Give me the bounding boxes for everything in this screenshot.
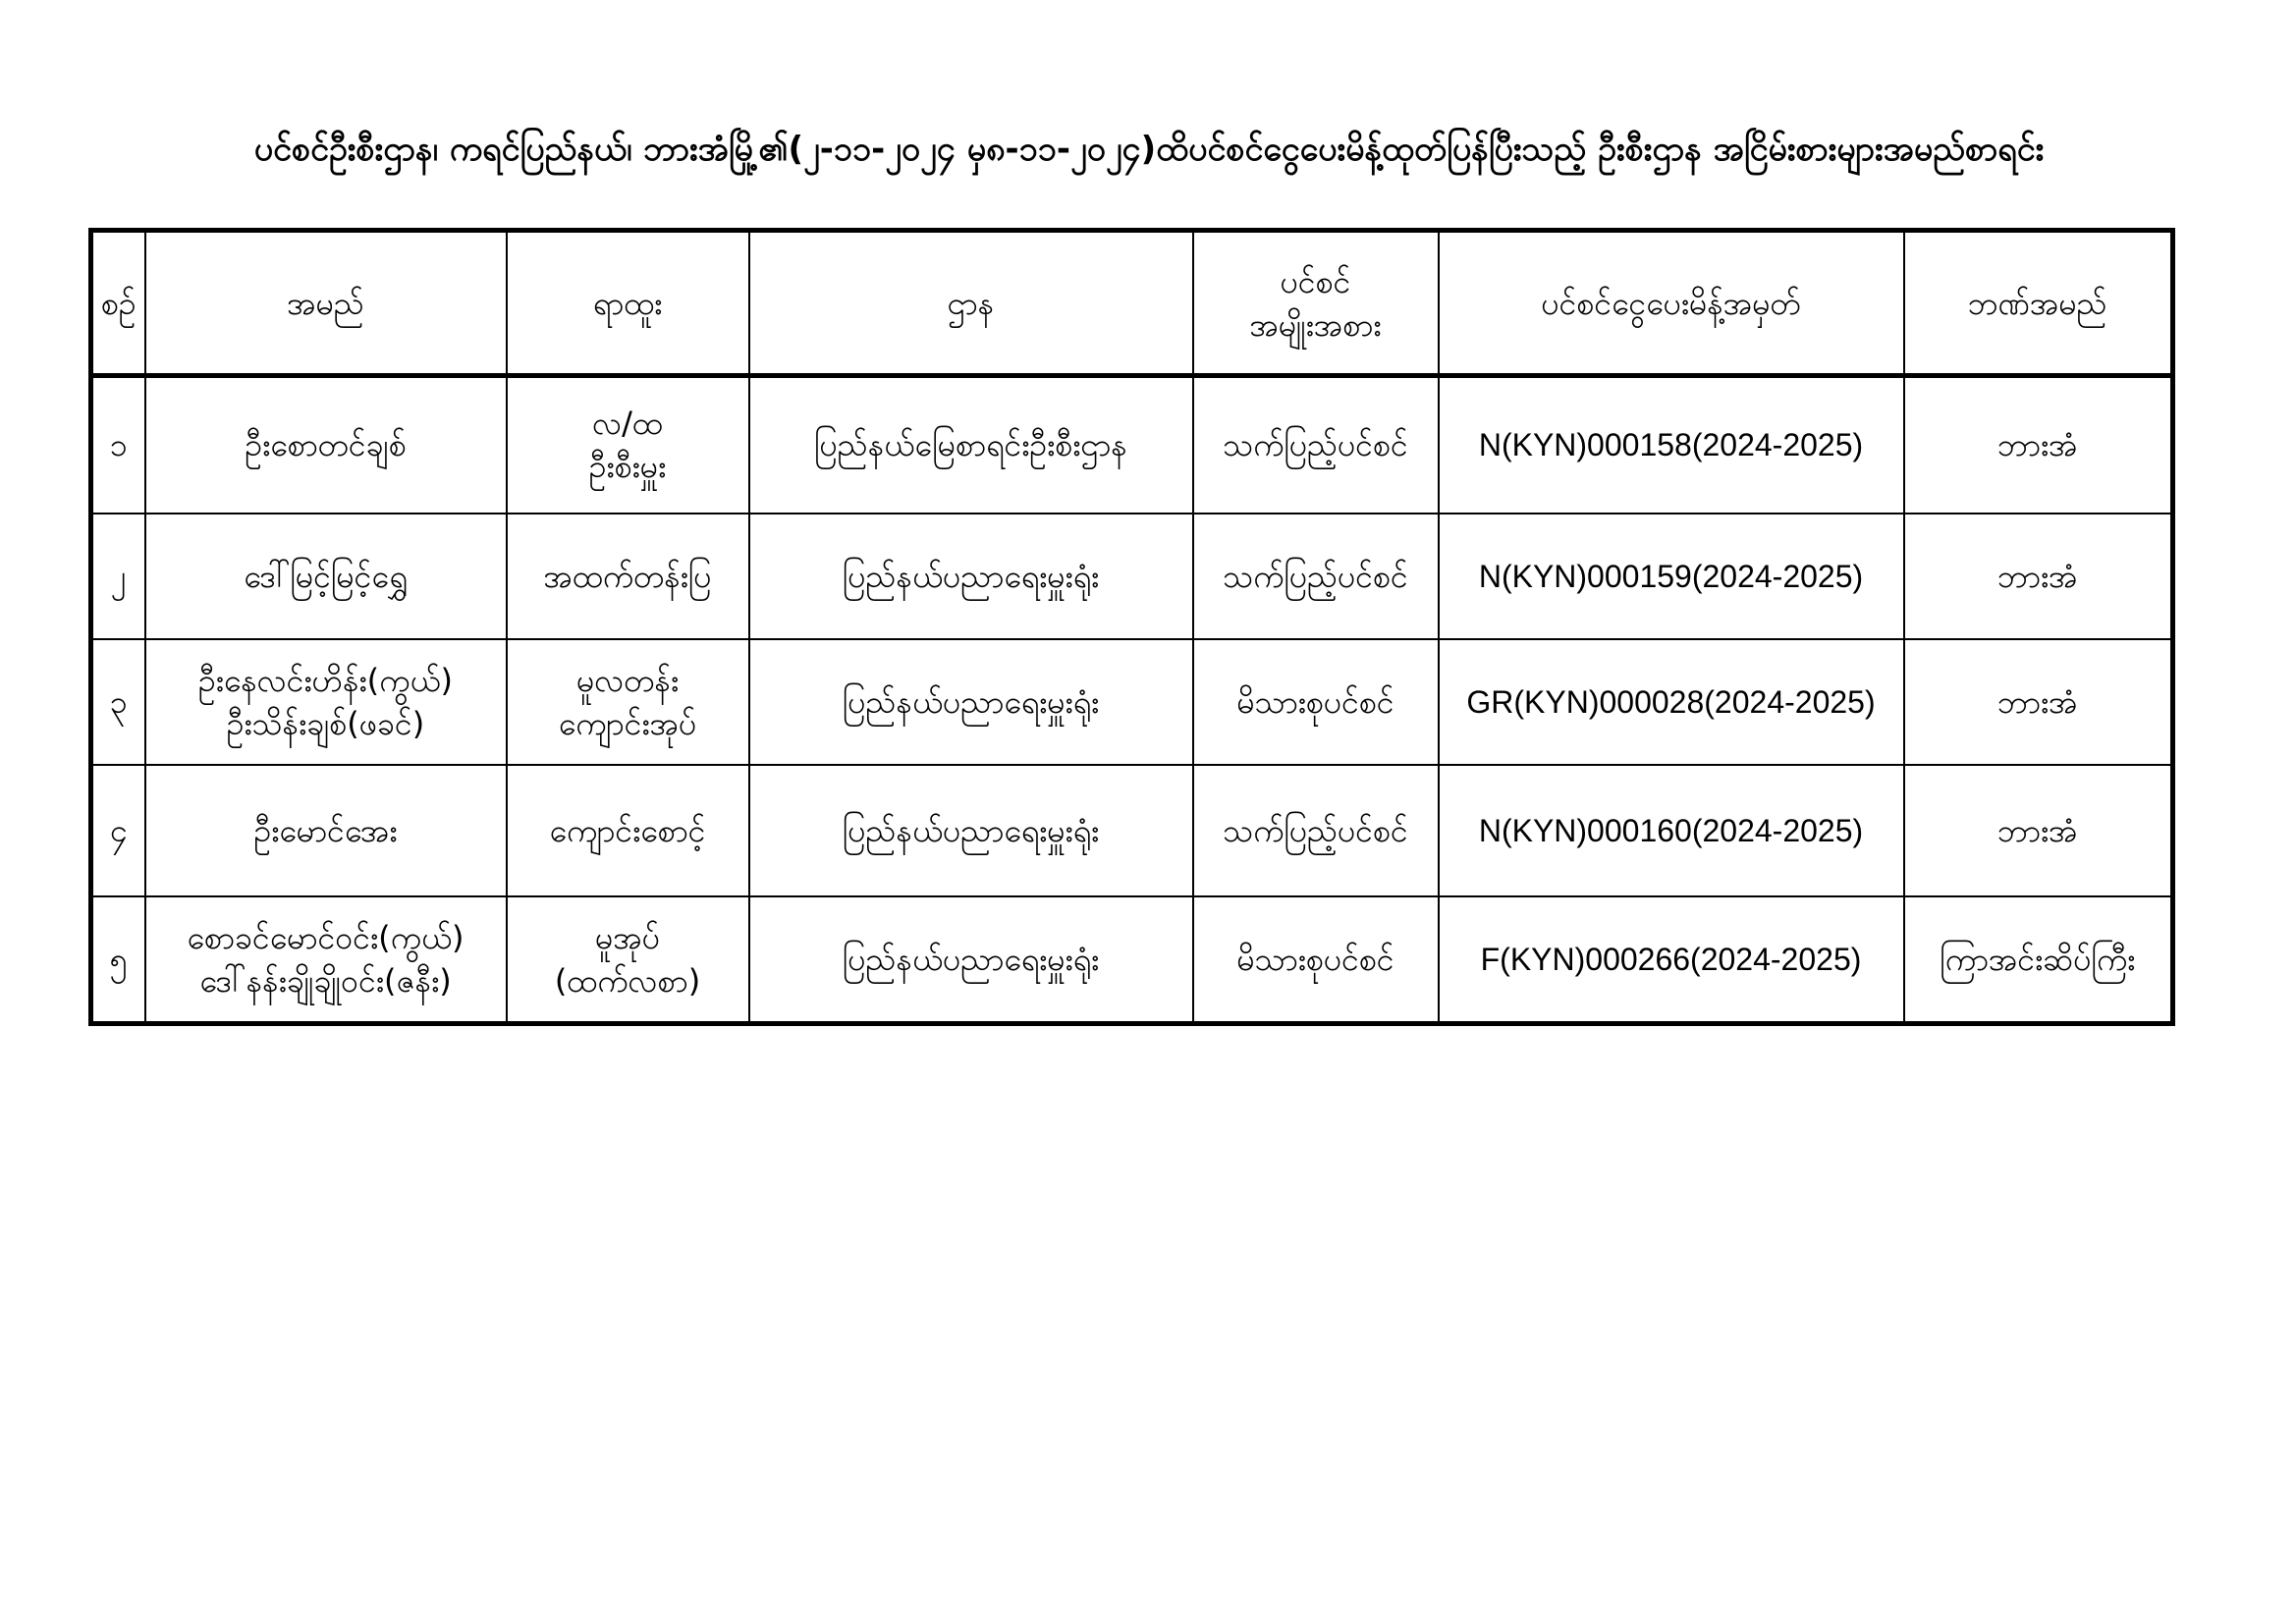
cell-rank-line-1: လ/ထ: [592, 405, 663, 443]
cell-rank-line-1: အထက်တန်းပြ: [543, 557, 712, 595]
cell-pension-type: မိသားစုပင်စင်: [1193, 639, 1439, 765]
pensioners-table: [88, 228, 2175, 1026]
cell-rank-line-1: ကျောင်းစောင့်: [549, 811, 706, 849]
table-row: [91, 896, 2173, 1024]
cell-pension-type: သက်ပြည့်ပင်စင်: [1193, 376, 1439, 514]
cell-bank: ဘားအံ: [1904, 376, 2173, 514]
cell-rank-line-2: ဦးစီးမှူး: [588, 448, 667, 486]
cell-department: ပြည်နယ်မြေစာရင်းဦးစီးဌာန: [749, 376, 1193, 514]
cell-order-number: N(KYN)000158(2024-2025): [1439, 376, 1904, 514]
cell-pension-type: သက်ပြည့်ပင်စင်: [1193, 765, 1439, 896]
cell-no: ၅: [91, 896, 145, 1024]
cell-name-line-1: ဒေါ်မြင့်မြင့်ရွှေ: [244, 557, 408, 595]
cell-name: [145, 639, 507, 765]
cell-order-number: N(KYN)000160(2024-2025): [1439, 765, 1904, 896]
cell-name-line-1: စောခင်မောင်ဝင်း(ကွယ်): [187, 918, 465, 956]
cell-no: ၁: [91, 376, 145, 514]
cell-name-line-1: ဦးစောတင်ချစ်: [245, 426, 407, 464]
table-header-row: [91, 231, 2173, 376]
header-department: ဌာန: [749, 231, 1193, 376]
cell-rank-line-2: (ထက်လစာ): [554, 961, 701, 1000]
table-row: [91, 376, 2173, 514]
cell-name: [145, 514, 507, 639]
cell-name-line-1: ဦးနေလင်းဟိန်း(ကွယ်): [197, 661, 454, 699]
cell-department: ပြည်နယ်ပညာရေးမှူးရုံး: [749, 765, 1193, 896]
page-title: ပင်စင်ဦးစီးဌာန၊ ကရင်ပြည်နယ်၊ ဘားအံမြို့၏(၂-၁၁-၂၀၂၄ မှ၈-၁၁-၂၀၂၄)ထိပင်စင်ငွေပေးမိန့်ထုတ်ပြန်ပြီးသည့် ဦးစီးဌာန အငြိမ်းစားများအမည်စာရင်း: [253, 130, 2045, 169]
cell-order-number: GR(KYN)000028(2024-2025): [1439, 639, 1904, 765]
cell-order-number: F(KYN)000266(2024-2025): [1439, 896, 1904, 1024]
cell-pension-type: သက်ပြည့်ပင်စင်: [1193, 514, 1439, 639]
cell-name-line-2: ဦးသိန်းချစ်(ဖခင်): [226, 704, 425, 742]
header-pension-type: [1193, 231, 1439, 376]
cell-bank: ဘားအံ: [1904, 514, 2173, 639]
header-pension-type-line-2: အမျိုးအစား: [1249, 305, 1382, 344]
cell-department: ပြည်နယ်ပညာရေးမှူးရုံး: [749, 514, 1193, 639]
cell-rank-line-1: မူအုပ်: [595, 918, 660, 956]
cell-no: ၃: [91, 639, 145, 765]
cell-name-line-1: ဦးမောင်အေး: [253, 811, 398, 849]
cell-department: ပြည်နယ်ပညာရေးမှူးရုံး: [749, 896, 1193, 1024]
cell-bank: ဘားအံ: [1904, 639, 2173, 765]
header-name: အမည်: [145, 231, 507, 376]
cell-rank-line-2: ကျောင်းအုပ်: [558, 704, 697, 742]
cell-name: [145, 896, 507, 1024]
cell-department: ပြည်နယ်ပညာရေးမှူးရုံး: [749, 639, 1193, 765]
cell-rank: [507, 896, 749, 1024]
table-row: [91, 514, 2173, 639]
header-rank: ရာထူး: [507, 231, 749, 376]
cell-bank: ကြာအင်းဆိပ်ကြီး: [1904, 896, 2173, 1024]
cell-no: ၄: [91, 765, 145, 896]
cell-bank: ဘားအံ: [1904, 765, 2173, 896]
cell-name: [145, 376, 507, 514]
table-row: [91, 639, 2173, 765]
cell-rank: [507, 376, 749, 514]
header-bank: ဘဏ်အမည်: [1904, 231, 2173, 376]
header-order-number: ပင်စင်ငွေပေးမိန့်အမှတ်: [1439, 231, 1904, 376]
cell-rank: [507, 514, 749, 639]
cell-rank: [507, 765, 749, 896]
cell-name-line-2: ဒေါ်နန်းချိုချိုဝင်း(ဇနီး): [199, 961, 452, 1000]
cell-rank-line-1: မူလတန်း: [575, 661, 680, 699]
cell-pension-type: မိသားစုပင်စင်: [1193, 896, 1439, 1024]
header-no: စဉ်: [91, 231, 145, 376]
table-row: [91, 765, 2173, 896]
cell-no: ၂: [91, 514, 145, 639]
cell-order-number: N(KYN)000159(2024-2025): [1439, 514, 1904, 639]
cell-name: [145, 765, 507, 896]
header-pension-type-line-1: ပင်စင်: [1280, 262, 1351, 300]
cell-rank: [507, 639, 749, 765]
